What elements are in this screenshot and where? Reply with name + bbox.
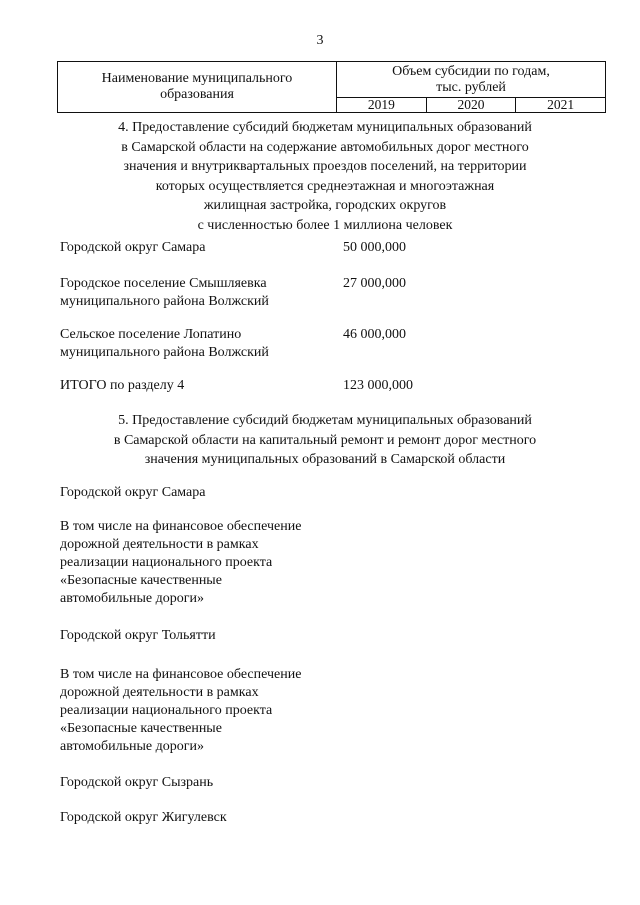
row-name-line: автомобильные дороги» [60, 739, 204, 754]
row-name-line: автомобильные дороги» [60, 591, 204, 606]
row-name [60, 774, 330, 792]
row-name-line: В том числе на финансовое обеспечение [60, 667, 302, 682]
section-title-line: которых осуществляется среднеэтажная и многоэтажная [155, 178, 495, 194]
row-name-line: Городской округ Сызрань [60, 775, 214, 790]
section-5-title [60, 411, 590, 470]
row-name [60, 275, 330, 311]
row-name-line: Сельское поселение Лопатино [60, 327, 242, 342]
header-table [57, 61, 606, 113]
header-volume-line: Объем субсидии по годам, [392, 63, 550, 79]
row-name [60, 326, 330, 362]
row-name-line: Городской округ Тольятти [60, 628, 216, 643]
header-name-line: Наименование муниципального [101, 71, 293, 86]
row-name-line: Городской округ Самара [60, 485, 206, 500]
value-2019: 46 000,000 [343, 327, 406, 342]
section-title-line: 5. Предоставление субсидий бюджетам муниципальных образований [118, 413, 532, 428]
row-name-line: Городское поселение Смышляевка [60, 276, 267, 291]
section-title-line: значения муниципальных образований в Самарской области [144, 452, 506, 467]
row-name-line: Городской округ Самара [60, 240, 206, 255]
section-4-title [60, 118, 590, 235]
header-volume-line: тыс. рублей [436, 79, 506, 95]
row-name-line: дорожной деятельности в рамках [60, 537, 259, 552]
section-title-line: с численностью более 1 миллиона человек [197, 217, 453, 233]
row-name-line: реализации национального проекта [60, 555, 273, 570]
row-name [60, 666, 330, 756]
section-title-line: жилищная застройка, городских округов [203, 198, 447, 213]
row-name-line: Городской округ Жигулевск [60, 810, 227, 825]
header-name-line: образования [160, 87, 234, 102]
header-name-cell [58, 62, 337, 113]
header-year-2021: 2021 [516, 98, 606, 113]
row-name-line: «Безопасные качественные [60, 573, 222, 588]
row-name [60, 484, 330, 502]
value-2019: 123 000,000 [343, 378, 413, 393]
value-2019: 50 000,000 [343, 240, 406, 255]
row-name-line: «Безопасные качественные [60, 721, 222, 736]
header-volume-cell [337, 62, 606, 98]
row-name-line: дорожной деятельности в рамках [60, 685, 259, 700]
section-title-line: в Самарской области на содержание автомобильных дорог местного [121, 139, 529, 155]
row-name [60, 518, 330, 608]
row-name-line: реализации национального проекта [60, 703, 273, 718]
row-name-line: ИТОГО по разделу 4 [60, 378, 185, 393]
row-name-line: муниципального района Волжский [60, 345, 269, 360]
header-year-2019: 2019 [337, 98, 427, 113]
section-title-line: 4. Предоставление субсидий бюджетам муниципальных образований [118, 120, 532, 135]
page-number: 3 [316, 33, 324, 48]
section-title-line: значения и внутриквартальных проездов поселений, на территории [123, 159, 527, 174]
row-name [60, 377, 330, 395]
row-name [60, 239, 330, 257]
row-name-line: муниципального района Волжский [60, 294, 269, 309]
header-year-2020: 2020 [426, 98, 516, 113]
section-title-line: в Самарской области на капитальный ремонт и ремонт дорог местного [113, 432, 537, 448]
row-name [60, 809, 330, 827]
value-2019: 27 000,000 [343, 276, 406, 291]
row-name [60, 627, 330, 645]
row-name-line: В том числе на финансовое обеспечение [60, 519, 302, 534]
